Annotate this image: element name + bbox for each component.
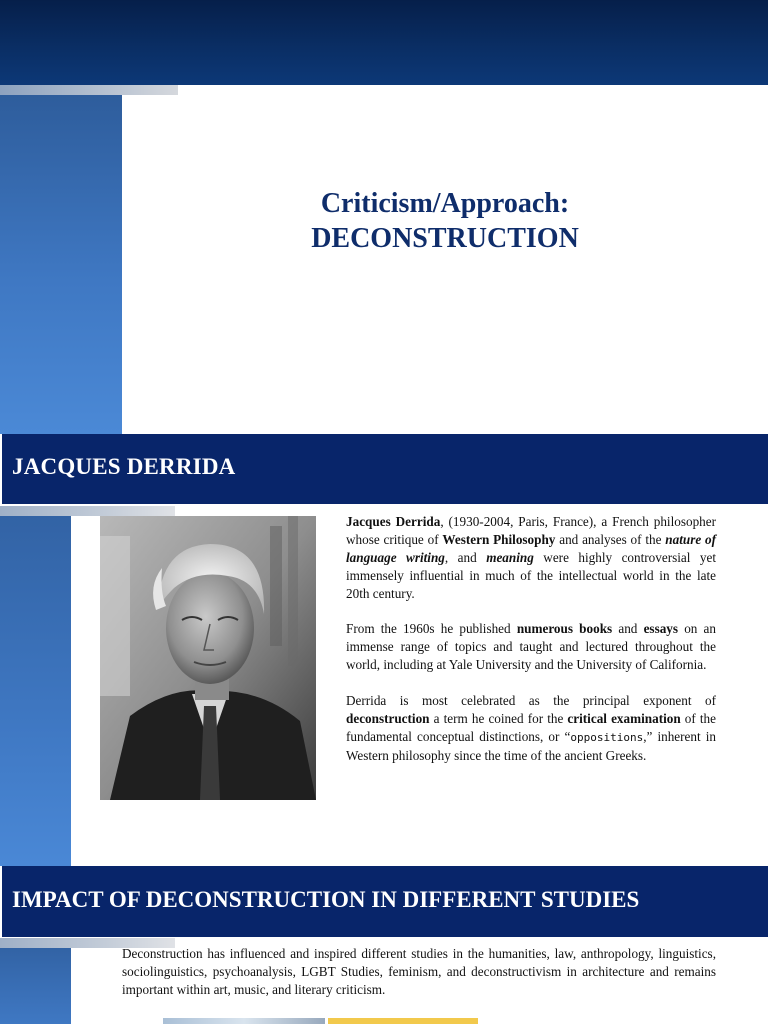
top-banner xyxy=(0,0,768,85)
bold-italic-text: nature of language writing xyxy=(346,531,716,565)
text-span: ,” inherent in Western philosophy since the time of the ancient Greeks. xyxy=(346,728,716,763)
bold-text: critical examination xyxy=(567,710,681,726)
bold-text: Western Philosophy xyxy=(442,531,556,547)
text-span: , and xyxy=(444,549,487,565)
slide-heading: JACQUES DERRIDA xyxy=(12,454,236,479)
text-span: on an immense range of topics and taught and lectured throughout the world, including at Yale University and the University of California. xyxy=(346,621,717,673)
yellow-image-thumbnail xyxy=(328,1018,478,1024)
title-line-1: Criticism/Approach: xyxy=(320,188,570,219)
text-span: were highly controversial yet immensely influential in much of the intellectual world in the late 20th century. xyxy=(346,549,716,601)
bold-text: numerous books xyxy=(516,621,613,637)
left-sidebar-bar xyxy=(0,95,122,434)
title-line-2: DECONSTRUCTION xyxy=(311,223,579,254)
slide-header xyxy=(0,866,768,937)
bio-paragraph-2 xyxy=(346,620,716,674)
text-span: Derrida is most celebrated as the principal exponent of xyxy=(346,693,716,709)
bio-paragraph-3 xyxy=(346,692,716,765)
title-slide xyxy=(0,0,768,434)
impact-body: Deconstruction has influenced and inspired different studies in the humanities, law, anthropology, linguistics, sociolinguistics, psychoanalysis, LGBT Studies, feminism, and deconstructivism in architecture and remains important within art, music, and literary criticism. xyxy=(122,946,716,997)
bold-italic-text: meaning xyxy=(486,549,534,565)
bold-text: Jacques Derrida xyxy=(346,514,441,529)
slide-title xyxy=(200,186,690,256)
derrida-bio xyxy=(346,513,716,783)
left-sidebar-bar xyxy=(0,948,71,1024)
text-span: and analyses of the xyxy=(555,531,666,547)
text-span: a term he coined for the xyxy=(429,710,568,726)
bio-paragraph-1 xyxy=(346,513,716,603)
slide-header xyxy=(0,434,768,504)
accent-strip xyxy=(0,85,178,95)
text-span: and xyxy=(612,621,644,637)
accent-strip xyxy=(0,506,175,516)
architecture-image-thumbnail xyxy=(163,1018,325,1024)
derrida-slide xyxy=(0,434,768,866)
mono-text: oppositions xyxy=(570,730,644,744)
impact-slide xyxy=(0,866,768,1024)
bold-text: essays xyxy=(643,621,679,637)
left-sidebar-bar xyxy=(0,516,71,866)
text-span: , (1930-2004, Paris, France), a French philosopher whose critique of xyxy=(346,514,717,547)
derrida-portrait-photo xyxy=(100,516,316,800)
slide-heading: IMPACT OF DECONSTRUCTION IN DIFFERENT STUDIES xyxy=(12,887,640,912)
bold-text: deconstruction xyxy=(346,710,430,726)
text-span: of the fundamental conceptual distinctions, or “ xyxy=(346,710,716,744)
text-span: From the 1960s he published xyxy=(346,621,517,637)
